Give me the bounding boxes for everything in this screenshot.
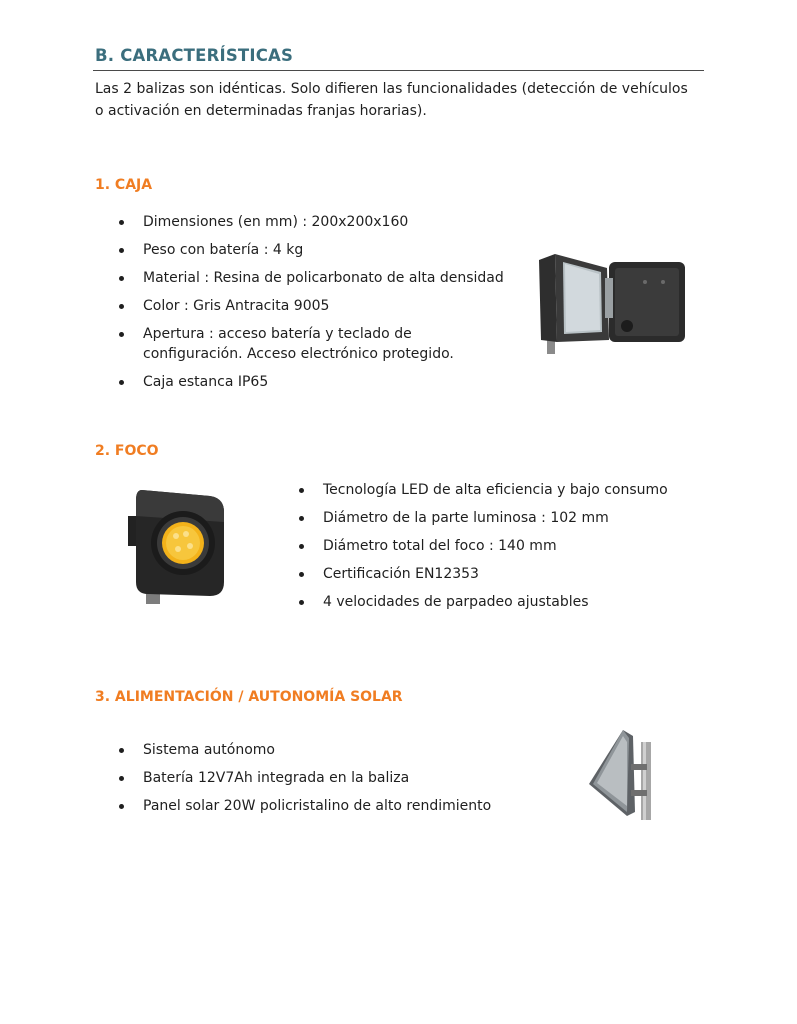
list-item: 4 velocidades de parpadeo ajustables [296,592,716,612]
list-item: Apertura : acceso batería y teclado de configuración. Acceso electrónico protegido. [116,324,508,364]
list-item: Panel solar 20W policristalino de alto rendimiento [116,796,536,816]
list-item: Batería 12V7Ah integrada en la baliza [116,768,536,788]
list-item: Dimensiones (en mm) : 200x200x160 [116,212,516,232]
open-enclosure-image [535,248,691,354]
list-item: Diámetro de la parte luminosa : 102 mm [296,508,716,528]
caja-feature-list [116,212,516,400]
list-item: Caja estanca IP65 [116,372,516,392]
solar-panel-on-pole-icon [587,728,659,820]
list-item: Certificación EN12353 [296,564,716,584]
list-item: Sistema autónomo [116,740,536,760]
page-title: B. CARACTERÍSTICAS [95,46,294,65]
open-enclosure-icon [535,248,691,354]
title-divider [93,70,704,71]
list-item: Material : Resina de policarbonato de alta densidad [116,268,516,288]
intro-paragraph: Las 2 balizas son idénticas. Solo difieren las funcionalidades (detección de vehículos o activación en determinadas franjas horarias). [95,81,688,119]
list-item: Peso con batería : 4 kg [116,240,516,260]
section-heading-foco: 2. FOCO [95,443,159,459]
foco-feature-list [296,480,716,620]
solar-panel-image [587,728,659,820]
list-item: Color : Gris Antracita 9005 [116,296,516,316]
alimentacion-feature-list [116,740,536,824]
list-item: Tecnología LED de alta eficiencia y bajo consumo [296,480,716,500]
list-item: Diámetro total del foco : 140 mm [296,536,716,556]
section-heading-alimentacion: 3. ALIMENTACIÓN / AUTONOMÍA SOLAR [95,689,403,705]
led-beacon-image [128,486,228,604]
amber-led-beacon-icon [128,486,228,604]
section-heading-caja: 1. CAJA [95,177,153,193]
